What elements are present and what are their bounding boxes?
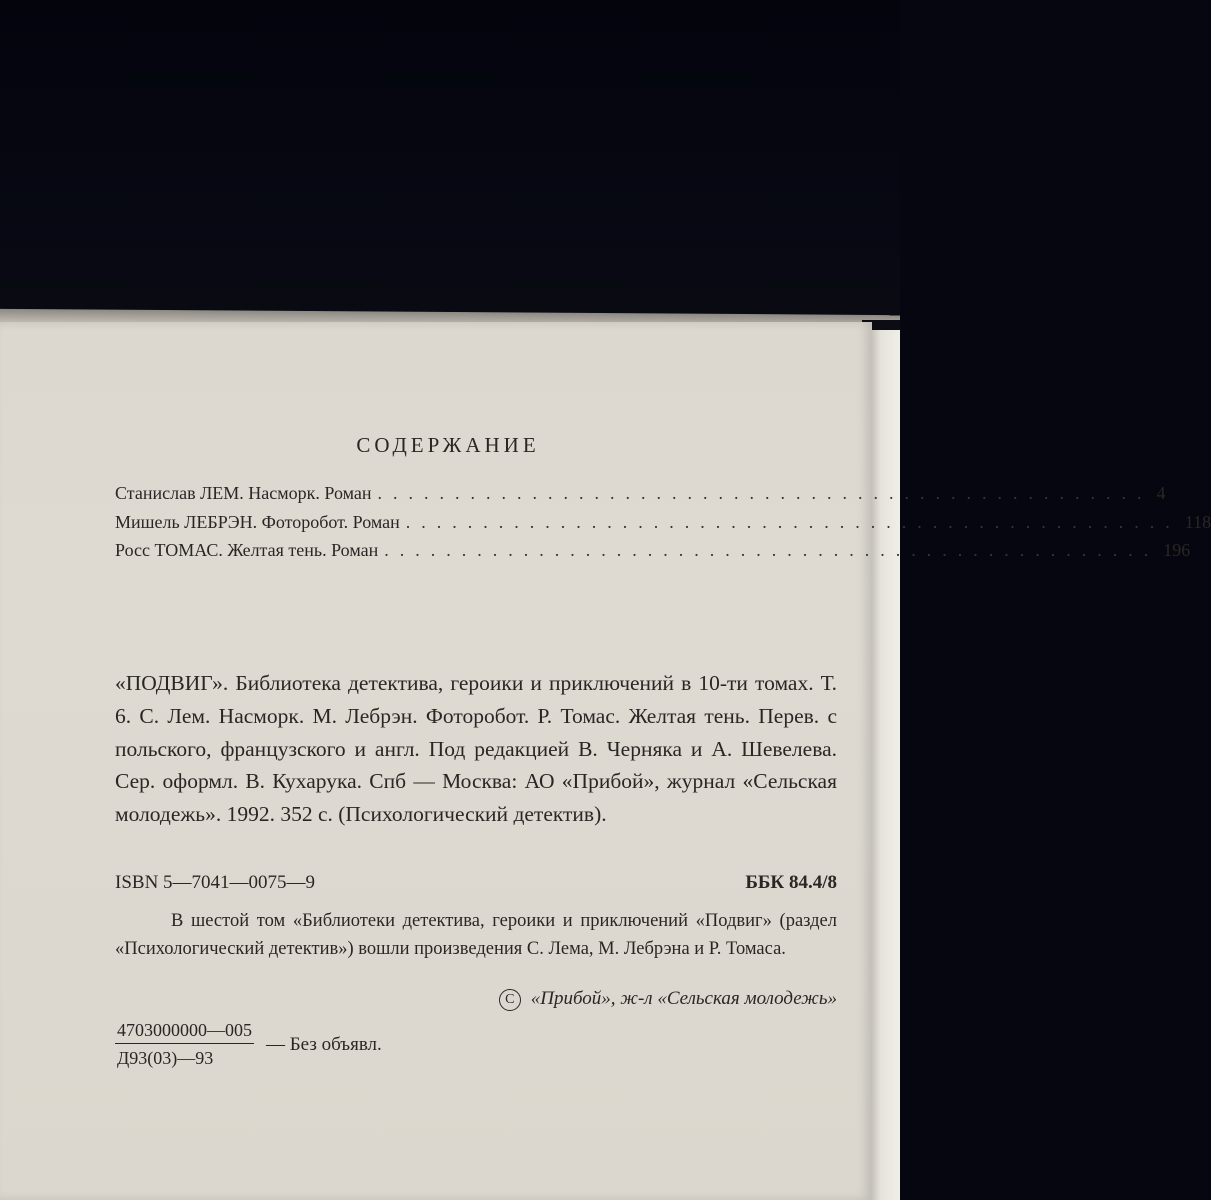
publication-code [115, 1020, 382, 1069]
toc-entry-page: 4 [1156, 483, 1166, 503]
toc-leader-dots: .................................................. [377, 483, 1153, 503]
code-note: — Без объявл. [266, 1033, 382, 1055]
toc-leader-dots: .................................................. [384, 540, 1160, 560]
toc-title: СОДЕРЖАНИЕ [356, 433, 540, 457]
toc-entry-label: Станислав ЛЕМ. Насморк. Роман [115, 483, 372, 503]
toc-entry-page: 118 [1184, 512, 1211, 532]
copyright-icon: C [499, 989, 521, 1011]
code-denominator: Д93(03)—93 [117, 1048, 214, 1068]
annotation: В шестой том «Библиотеки детектива, героики и приключений «Подвиг» (раздел «Психологический детектив») вошли произведения С. Лема, М. Лебрэна и Р. Томаса. [115, 911, 837, 959]
bibliographic-text: «ПОДВИГ». Библиотека детектива, героики и приключений в 10-ти томах. Т. 6. С. Лем. Насморк. М. Лебрэн. Фоторобот. Р. Томас. Желтая тень. Перев. с польского, французского и англ. Под редакцией В. Черняка и А. Шевелева. Сер. оформл. В. Кухарука. Спб — Москва: АО «Прибой», журнал «Сельская молодежь». 1992. 352 с. (Психологический детектив). [115, 671, 837, 827]
code-fraction [115, 1020, 254, 1069]
dark-background [0, 0, 900, 330]
toc-entry-label: Мишель ЛЕБРЭН. Фоторобот. Роман [115, 512, 400, 532]
isbn: ISBN 5—7041—0075—9 [115, 872, 316, 893]
next-page-edge [868, 330, 900, 1200]
code-numerator: 4703000000—005 [115, 1020, 254, 1044]
copyright-holder: «Прибой», ж-л «Сельская молодежь» [530, 988, 837, 1009]
isbn-row [115, 872, 837, 894]
toc-entry [115, 512, 1211, 533]
bbk-code: ББК 84.4/8 [745, 872, 837, 893]
toc-leader-dots: .................................................. [405, 512, 1181, 532]
toc-entry-page: 196 [1163, 540, 1191, 560]
copyright-line [0, 988, 837, 1011]
toc-entry [115, 540, 1191, 561]
toc-entry [115, 483, 1166, 504]
bibliographic-description [115, 667, 837, 831]
toc-entry-label: Росс ТОМАС. Желтая тень. Роман [115, 540, 379, 560]
